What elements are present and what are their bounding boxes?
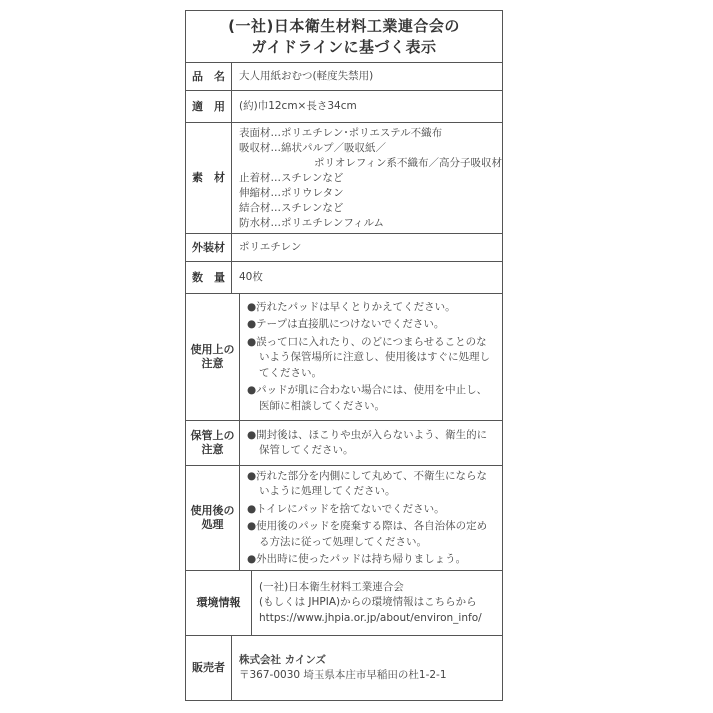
caution-item: ●テープは直接肌につけないでください。 xyxy=(247,318,445,331)
row-value: ポリエチレン xyxy=(239,240,302,253)
row-value: (約)巾12cm×長さ34cm xyxy=(239,99,357,112)
material-line: 伸縮材…ポリウレタン xyxy=(239,186,344,199)
material-line: 表面材…ポリエチレン･ポリエステル不織布 xyxy=(239,126,443,139)
row-quantity xyxy=(186,262,502,294)
header-line-1: (一社)日本衛生材料工業連合会の xyxy=(228,16,460,35)
material-line: 止着材…スチレンなど xyxy=(239,171,344,184)
material-line: 防水材…ポリエチレンフィルム xyxy=(239,216,385,229)
row-label: 数 量 xyxy=(186,262,232,293)
disposal-item: ●使用後のパッドを廃棄する際は、各自治体の定める方法に従って処理してください。 xyxy=(247,520,488,548)
row-seller xyxy=(186,636,502,700)
row-label: 使用上の注意 xyxy=(186,294,240,420)
environment-url[interactable]: https://www.jhpia.or.jp/about/environ_info/ xyxy=(259,611,482,624)
row-product-name xyxy=(186,63,502,91)
material-line: 結合材…スチレンなど xyxy=(239,201,344,214)
table-header xyxy=(186,11,502,63)
row-label: 保管上の注意 xyxy=(186,421,240,465)
caution-item: ●誤って口に入れたり、のどにつまらせることのないよう保管場所に注意し、使用後はすぐに処理してください。 xyxy=(247,335,490,379)
caution-item: ●汚れたパッドは早くとりかえてください。 xyxy=(247,300,456,313)
row-storage-caution xyxy=(186,421,502,466)
storage-item: ●開封後は、ほこりや虫が入らないよう、衛生的に保管してください。 xyxy=(247,428,488,456)
row-label: 外装材 xyxy=(186,234,232,261)
row-value: 40枚 xyxy=(239,270,263,283)
row-environment xyxy=(186,571,502,636)
row-disposal xyxy=(186,466,502,571)
row-label: 販売者 xyxy=(186,636,232,700)
material-line: 吸収材…綿状パルプ／吸収紙／ xyxy=(239,141,386,154)
row-applicable xyxy=(186,91,502,123)
row-value: 大人用紙おむつ(軽度失禁用) xyxy=(239,69,374,82)
disposal-item: ●トイレにパッドを捨てないでください。 xyxy=(247,502,445,515)
row-label: 環境情報 xyxy=(186,571,252,635)
row-label: 適 用 xyxy=(186,91,232,122)
disposal-item: ●外出時に使ったパッドは持ち帰りましょう。 xyxy=(247,553,467,565)
seller-company: 株式会社 カインズ xyxy=(239,653,327,666)
header-line-2: ガイドラインに基づく表示 xyxy=(251,37,437,56)
environment-line: (一社)日本衛生材料工業連合会 xyxy=(259,580,404,593)
row-label: 品 名 xyxy=(186,63,232,90)
row-materials xyxy=(186,123,502,234)
disposal-item: ●汚れた部分を内側にして丸めて、不衛生にならないように処理してください。 xyxy=(247,469,487,497)
environment-line: (もしくは JHPIA)からの環境情報はこちらから xyxy=(259,596,477,609)
row-label: 使用後の処理 xyxy=(186,466,240,570)
row-label: 素 材 xyxy=(186,123,232,233)
product-label-table xyxy=(185,10,503,701)
caution-item: ●パッドが肌に合わない場合には、使用を中止し、医師に相談してください。 xyxy=(247,384,488,412)
material-line: ポリオレフィン系不織布／高分子吸収材 xyxy=(314,156,503,169)
seller-address: 〒367-0030 埼玉県本庄市早稲田の杜1-2-1 xyxy=(239,669,447,681)
row-usage-caution xyxy=(186,294,502,421)
row-packaging xyxy=(186,234,502,262)
